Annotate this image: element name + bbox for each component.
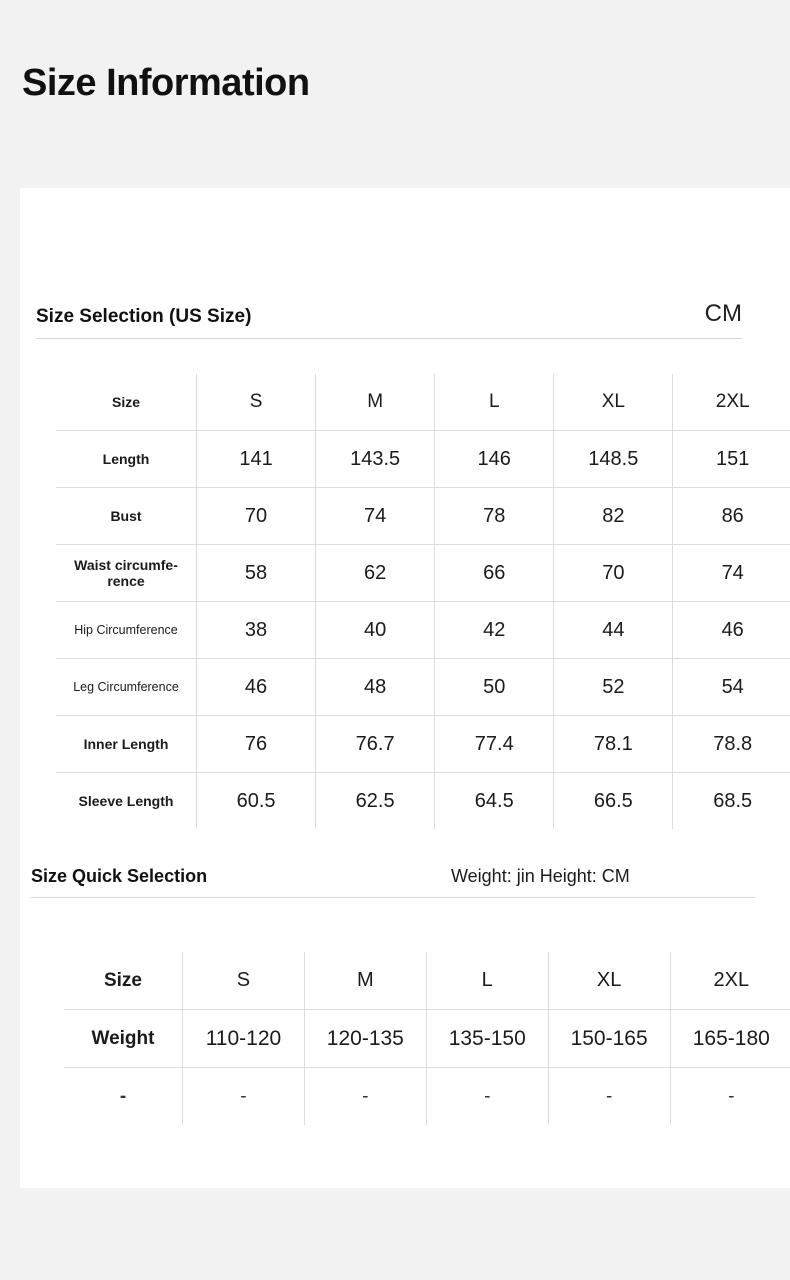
cell-waist-l: 66 (435, 545, 554, 602)
cell-length-m: 143.5 (316, 431, 435, 488)
cell-sleeve-s: 60.5 (197, 773, 316, 830)
quick-column-header-m: M (304, 952, 426, 1010)
cell-sleeve-m: 62.5 (316, 773, 435, 830)
cell-length-s: 141 (197, 431, 316, 488)
cell-inner-l: 77.4 (435, 716, 554, 773)
cell-waist-2xl: 74 (673, 545, 790, 602)
row-header-hip: Hip Circumference (56, 602, 197, 659)
row-header-length: Length (56, 431, 197, 488)
cell-leg-2xl: 54 (673, 659, 790, 716)
cell-inner-m: 76.7 (316, 716, 435, 773)
quick-column-header-s: S (183, 952, 305, 1010)
cell-inner-2xl: 78.8 (673, 716, 790, 773)
page-title: Size Information (22, 62, 310, 104)
cell-leg-l: 50 (435, 659, 554, 716)
table-row (56, 602, 790, 659)
table-row (56, 716, 790, 773)
cell-empty-2xl: - (728, 1085, 735, 1107)
cell-bust-m: 74 (316, 488, 435, 545)
cell-hip-l: 42 (435, 602, 554, 659)
quick-table-corner-header: Size (64, 952, 183, 1010)
cell-empty-m: - (304, 1068, 426, 1126)
quick-selection-units-note: Weight: jin Height: CM (451, 866, 630, 886)
cell-inner-xl: 78.1 (554, 716, 673, 773)
size-chart-card (20, 188, 790, 1188)
cell-hip-m: 40 (316, 602, 435, 659)
cell-sleeve-xl: 66.5 (554, 773, 673, 830)
cell-sleeve-2xl: 68.5 (713, 789, 753, 812)
quick-column-header-xl: XL (548, 952, 670, 1010)
cell-hip-s: 38 (197, 602, 316, 659)
quick-selection-title: Size Quick Selection (31, 866, 208, 886)
size-selection-header (36, 300, 742, 339)
table-row (64, 1068, 790, 1126)
cell-weight-m: 120-135 (304, 1010, 426, 1068)
table-row (56, 659, 790, 716)
table-row (56, 773, 790, 830)
size-selection-title: Size Selection (US Size) (36, 306, 252, 327)
row-header-bust: Bust (56, 488, 197, 545)
table-row (56, 545, 790, 602)
column-header-s: S (197, 374, 316, 431)
cell-length-xl: 148.5 (554, 431, 673, 488)
cell-bust-s: 70 (197, 488, 316, 545)
cell-weight-xl: 150-165 (548, 1010, 670, 1068)
table-row (56, 488, 790, 545)
cell-weight-2xl: 165-180 (670, 1010, 790, 1068)
cell-waist-m: 62 (316, 545, 435, 602)
cell-length-2xl: 151 (673, 431, 790, 488)
cell-leg-m: 48 (316, 659, 435, 716)
cell-sleeve-l: 64.5 (435, 773, 554, 830)
size-measurements-table (56, 374, 790, 829)
cell-waist-s: 58 (197, 545, 316, 602)
unit-label: CM (704, 300, 742, 327)
quick-row-header-weight: Weight (64, 1010, 183, 1068)
quick-row-header-empty: - (64, 1068, 183, 1126)
table-corner-header: Size (56, 374, 197, 431)
cell-empty-xl: - (548, 1068, 670, 1126)
quick-column-header-2xl: 2XL (670, 952, 790, 1010)
column-header-l: L (435, 374, 554, 431)
cell-empty-s: - (183, 1068, 305, 1126)
row-header-inner-length: Inner Length (56, 716, 197, 773)
cell-length-l: 146 (435, 431, 554, 488)
cell-hip-xl: 44 (554, 602, 673, 659)
row-header-sleeve-length: Sleeve Length (56, 773, 197, 830)
row-header-waist: Waist circumfe-rence (56, 545, 197, 602)
cell-leg-s: 46 (197, 659, 316, 716)
cell-weight-s: 110-120 (183, 1010, 305, 1068)
cell-hip-2xl: 46 (673, 602, 790, 659)
table-row (64, 1010, 790, 1068)
column-header-xl: XL (554, 374, 673, 431)
table-row (56, 431, 790, 488)
cell-bust-l: 78 (435, 488, 554, 545)
cell-bust-2xl: 86 (673, 488, 790, 545)
row-header-leg: Leg Circumference (56, 659, 197, 716)
column-header-2xl: 2XL (673, 374, 790, 431)
column-header-m: M (316, 374, 435, 431)
cell-empty-l: - (426, 1068, 548, 1126)
cell-leg-xl: 52 (554, 659, 673, 716)
cell-inner-s: 76 (197, 716, 316, 773)
size-quick-selection-table (64, 952, 790, 1125)
cell-bust-xl: 82 (554, 488, 673, 545)
table-row (64, 952, 790, 1010)
table-row (56, 374, 790, 431)
quick-selection-header (31, 866, 755, 898)
quick-column-header-l: L (426, 952, 548, 1010)
cell-weight-l: 135-150 (426, 1010, 548, 1068)
cell-waist-xl: 70 (554, 545, 673, 602)
